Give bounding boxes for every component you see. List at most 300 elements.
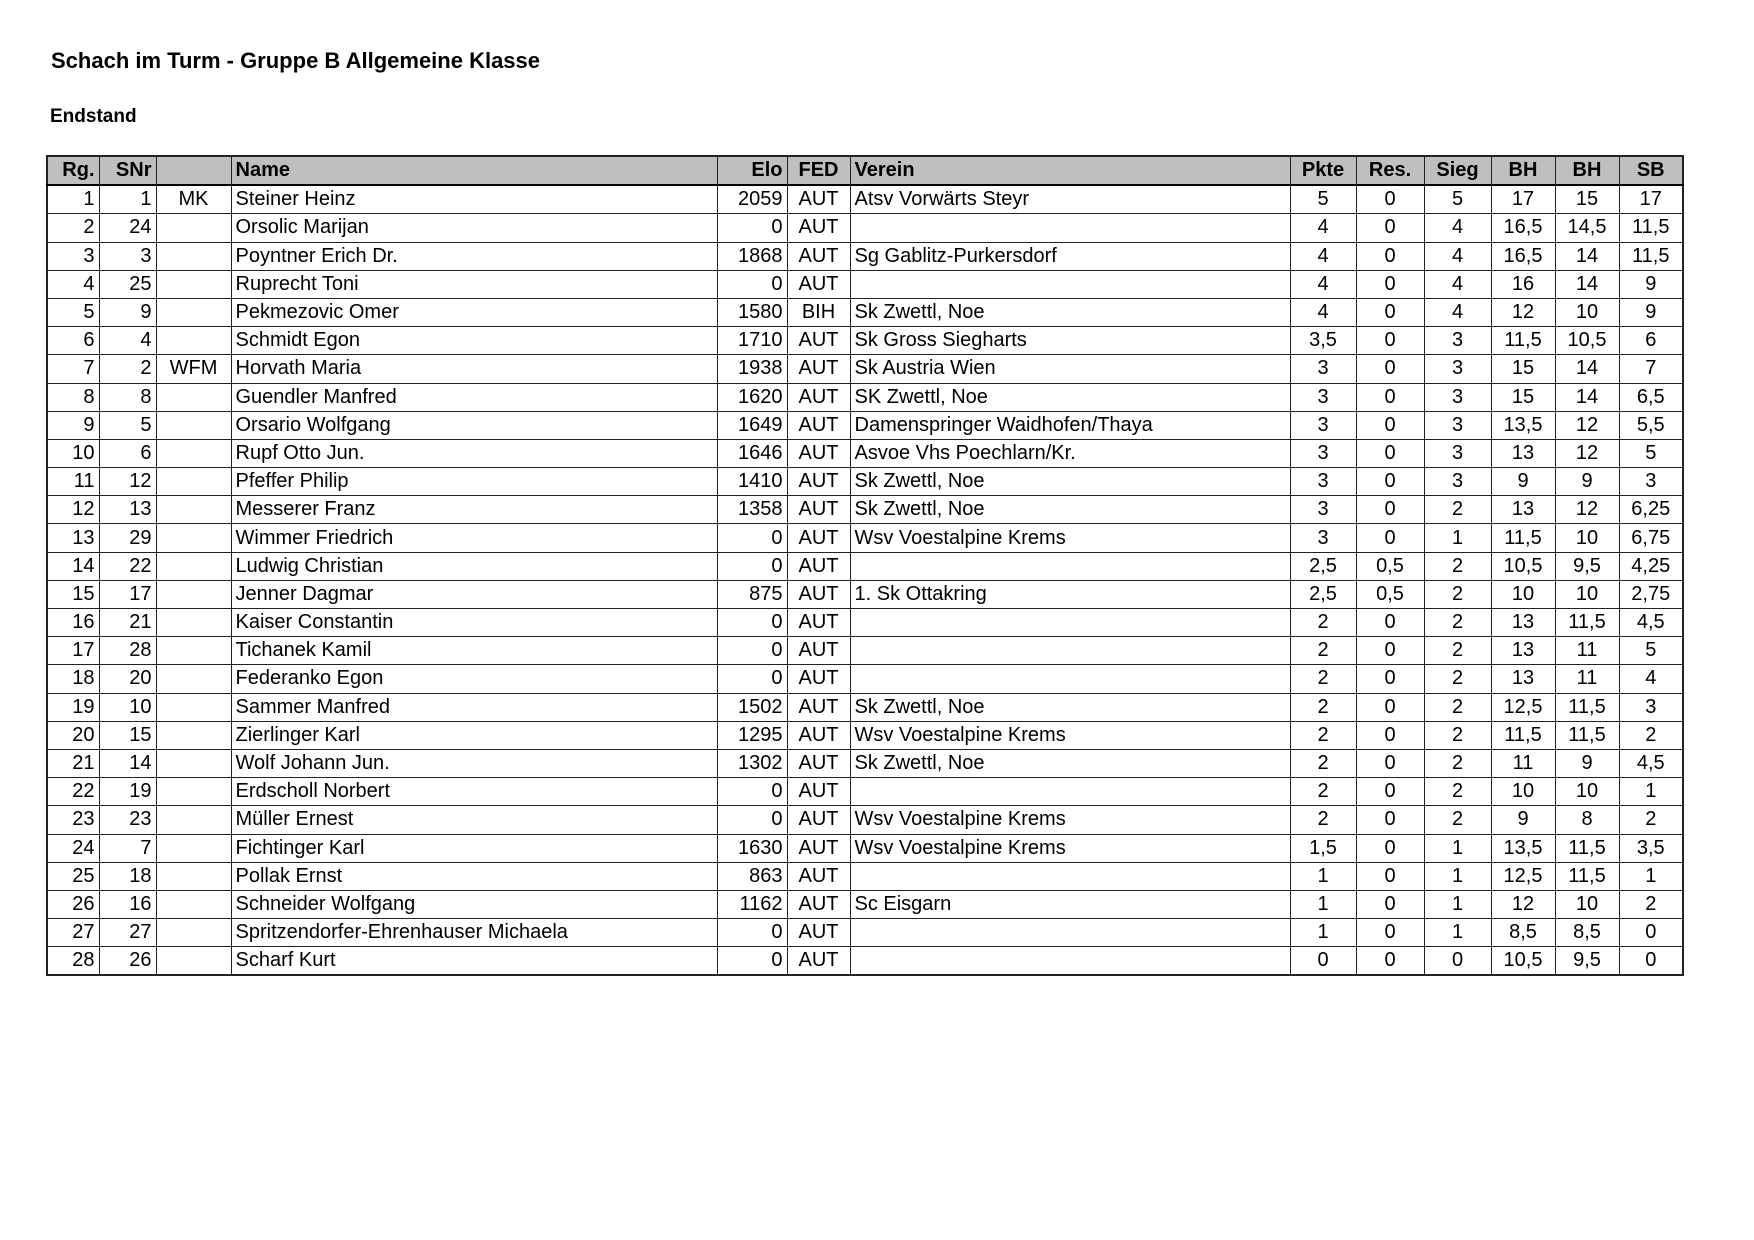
- header-name: Name: [231, 156, 717, 185]
- cell-name: Orsario Wolfgang: [231, 411, 717, 439]
- cell-federation: AUT: [787, 947, 850, 976]
- cell-sonneborn-berger: 6,75: [1619, 524, 1683, 552]
- cell-club: Sk Zwettl, Noe: [850, 496, 1290, 524]
- table-row: [47, 637, 1683, 665]
- cell-title: [156, 270, 231, 298]
- cell-federation: AUT: [787, 270, 850, 298]
- cell-name: Ludwig Christian: [231, 552, 717, 580]
- cell-result: 0: [1356, 214, 1424, 242]
- cell-sonneborn-berger: 5: [1619, 637, 1683, 665]
- cell-federation: AUT: [787, 439, 850, 467]
- cell-buchholz-1: 12,5: [1491, 862, 1555, 890]
- cell-federation: AUT: [787, 749, 850, 777]
- cell-wins: 2: [1424, 580, 1491, 608]
- cell-buchholz-1: 10: [1491, 778, 1555, 806]
- cell-buchholz-1: 11,5: [1491, 721, 1555, 749]
- cell-start-number: 2: [99, 355, 156, 383]
- cell-wins: 3: [1424, 439, 1491, 467]
- cell-elo: 1710: [717, 327, 787, 355]
- cell-start-number: 23: [99, 806, 156, 834]
- cell-club: Sk Zwettl, Noe: [850, 749, 1290, 777]
- cell-points: 4: [1290, 214, 1356, 242]
- cell-sonneborn-berger: 2: [1619, 806, 1683, 834]
- cell-wins: 3: [1424, 383, 1491, 411]
- cell-buchholz-2: 8,5: [1555, 919, 1619, 947]
- cell-elo: 0: [717, 270, 787, 298]
- cell-title: [156, 298, 231, 326]
- cell-wins: 2: [1424, 778, 1491, 806]
- standings-table: [46, 155, 1684, 976]
- cell-name: Tichanek Kamil: [231, 637, 717, 665]
- cell-rank: 6: [47, 327, 99, 355]
- cell-wins: 3: [1424, 411, 1491, 439]
- cell-buchholz-2: 10: [1555, 778, 1619, 806]
- cell-elo: 1410: [717, 468, 787, 496]
- header-elo: Elo: [717, 156, 787, 185]
- cell-name: Poyntner Erich Dr.: [231, 242, 717, 270]
- cell-result: 0: [1356, 890, 1424, 918]
- cell-points: 2: [1290, 665, 1356, 693]
- cell-start-number: 4: [99, 327, 156, 355]
- cell-wins: 3: [1424, 355, 1491, 383]
- cell-name: Horvath Maria: [231, 355, 717, 383]
- table-row: [47, 862, 1683, 890]
- table-row: [47, 721, 1683, 749]
- cell-points: 2: [1290, 637, 1356, 665]
- cell-sonneborn-berger: 3: [1619, 468, 1683, 496]
- cell-sonneborn-berger: 3: [1619, 693, 1683, 721]
- cell-buchholz-1: 13,5: [1491, 411, 1555, 439]
- table-row: [47, 552, 1683, 580]
- cell-club: Wsv Voestalpine Krems: [850, 806, 1290, 834]
- cell-title: [156, 524, 231, 552]
- cell-buchholz-1: 13: [1491, 496, 1555, 524]
- cell-rank: 21: [47, 749, 99, 777]
- cell-sonneborn-berger: 2: [1619, 721, 1683, 749]
- cell-rank: 10: [47, 439, 99, 467]
- cell-buchholz-2: 9,5: [1555, 947, 1619, 976]
- cell-points: 0: [1290, 947, 1356, 976]
- cell-wins: 2: [1424, 496, 1491, 524]
- cell-wins: 1: [1424, 834, 1491, 862]
- cell-rank: 1: [47, 185, 99, 214]
- cell-start-number: 14: [99, 749, 156, 777]
- cell-federation: AUT: [787, 580, 850, 608]
- cell-federation: AUT: [787, 862, 850, 890]
- cell-club: Sk Zwettl, Noe: [850, 298, 1290, 326]
- cell-federation: AUT: [787, 242, 850, 270]
- cell-buchholz-2: 10: [1555, 890, 1619, 918]
- cell-federation: BIH: [787, 298, 850, 326]
- cell-club: Asvoe Vhs Poechlarn/Kr.: [850, 439, 1290, 467]
- cell-elo: 1302: [717, 749, 787, 777]
- cell-result: 0: [1356, 665, 1424, 693]
- cell-name: Federanko Egon: [231, 665, 717, 693]
- cell-club: [850, 919, 1290, 947]
- cell-points: 4: [1290, 270, 1356, 298]
- cell-elo: 0: [717, 637, 787, 665]
- cell-wins: 2: [1424, 721, 1491, 749]
- cell-buchholz-2: 10,5: [1555, 327, 1619, 355]
- cell-wins: 1: [1424, 890, 1491, 918]
- cell-elo: 0: [717, 524, 787, 552]
- cell-name: Kaiser Constantin: [231, 609, 717, 637]
- table-row: [47, 439, 1683, 467]
- cell-club: SK Zwettl, Noe: [850, 383, 1290, 411]
- cell-points: 2: [1290, 778, 1356, 806]
- cell-result: 0: [1356, 355, 1424, 383]
- cell-result: 0: [1356, 862, 1424, 890]
- cell-buchholz-1: 13: [1491, 439, 1555, 467]
- cell-elo: 1868: [717, 242, 787, 270]
- cell-sonneborn-berger: 5: [1619, 439, 1683, 467]
- cell-name: Pfeffer Philip: [231, 468, 717, 496]
- cell-title: [156, 327, 231, 355]
- cell-name: Guendler Manfred: [231, 383, 717, 411]
- cell-elo: 1162: [717, 890, 787, 918]
- cell-wins: 3: [1424, 468, 1491, 496]
- cell-buchholz-1: 16,5: [1491, 242, 1555, 270]
- header-club: Verein: [850, 156, 1290, 185]
- cell-sonneborn-berger: 4: [1619, 665, 1683, 693]
- cell-federation: AUT: [787, 185, 850, 214]
- cell-buchholz-2: 12: [1555, 439, 1619, 467]
- cell-buchholz-2: 14,5: [1555, 214, 1619, 242]
- cell-buchholz-2: 11,5: [1555, 834, 1619, 862]
- cell-title: [156, 778, 231, 806]
- header-federation: FED: [787, 156, 850, 185]
- cell-points: 1: [1290, 919, 1356, 947]
- cell-sonneborn-berger: 11,5: [1619, 214, 1683, 242]
- cell-elo: 1649: [717, 411, 787, 439]
- cell-result: 0: [1356, 185, 1424, 214]
- cell-rank: 27: [47, 919, 99, 947]
- cell-sonneborn-berger: 17: [1619, 185, 1683, 214]
- cell-club: Sc Eisgarn: [850, 890, 1290, 918]
- cell-wins: 1: [1424, 862, 1491, 890]
- cell-club: [850, 778, 1290, 806]
- cell-elo: 1580: [717, 298, 787, 326]
- cell-rank: 14: [47, 552, 99, 580]
- cell-wins: 4: [1424, 214, 1491, 242]
- cell-buchholz-2: 11,5: [1555, 609, 1619, 637]
- cell-rank: 17: [47, 637, 99, 665]
- cell-start-number: 29: [99, 524, 156, 552]
- cell-rank: 16: [47, 609, 99, 637]
- cell-sonneborn-berger: 4,25: [1619, 552, 1683, 580]
- cell-start-number: 15: [99, 721, 156, 749]
- cell-points: 1,5: [1290, 834, 1356, 862]
- cell-federation: AUT: [787, 327, 850, 355]
- cell-name: Wimmer Friedrich: [231, 524, 717, 552]
- cell-result: 0: [1356, 270, 1424, 298]
- cell-federation: AUT: [787, 890, 850, 918]
- cell-name: Schneider Wolfgang: [231, 890, 717, 918]
- document-subtitle: Endstand: [50, 106, 137, 127]
- table-row: [47, 749, 1683, 777]
- table-row: [47, 411, 1683, 439]
- cell-buchholz-2: 11,5: [1555, 721, 1619, 749]
- table-row: [47, 185, 1683, 214]
- cell-title: [156, 609, 231, 637]
- cell-elo: 1646: [717, 439, 787, 467]
- table-row: [47, 693, 1683, 721]
- cell-buchholz-2: 12: [1555, 496, 1619, 524]
- cell-points: 2: [1290, 609, 1356, 637]
- cell-points: 3: [1290, 468, 1356, 496]
- cell-buchholz-1: 9: [1491, 468, 1555, 496]
- cell-federation: AUT: [787, 806, 850, 834]
- cell-buchholz-2: 12: [1555, 411, 1619, 439]
- cell-title: [156, 749, 231, 777]
- cell-name: Scharf Kurt: [231, 947, 717, 976]
- cell-rank: 13: [47, 524, 99, 552]
- cell-start-number: 20: [99, 665, 156, 693]
- cell-buchholz-1: 13: [1491, 609, 1555, 637]
- cell-sonneborn-berger: 6,5: [1619, 383, 1683, 411]
- cell-title: [156, 693, 231, 721]
- cell-elo: 0: [717, 665, 787, 693]
- cell-rank: 19: [47, 693, 99, 721]
- cell-buchholz-2: 10: [1555, 524, 1619, 552]
- cell-club: [850, 665, 1290, 693]
- cell-wins: 0: [1424, 947, 1491, 976]
- cell-club: Wsv Voestalpine Krems: [850, 834, 1290, 862]
- cell-buchholz-2: 11,5: [1555, 693, 1619, 721]
- cell-buchholz-2: 9: [1555, 468, 1619, 496]
- cell-elo: 875: [717, 580, 787, 608]
- cell-title: [156, 496, 231, 524]
- cell-start-number: 17: [99, 580, 156, 608]
- cell-wins: 2: [1424, 552, 1491, 580]
- cell-wins: 5: [1424, 185, 1491, 214]
- cell-title: [156, 806, 231, 834]
- cell-buchholz-1: 9: [1491, 806, 1555, 834]
- cell-points: 1: [1290, 862, 1356, 890]
- cell-wins: 2: [1424, 749, 1491, 777]
- cell-start-number: 6: [99, 439, 156, 467]
- cell-rank: 28: [47, 947, 99, 976]
- cell-title: [156, 242, 231, 270]
- cell-rank: 8: [47, 383, 99, 411]
- cell-club: Sk Zwettl, Noe: [850, 693, 1290, 721]
- cell-rank: 24: [47, 834, 99, 862]
- cell-rank: 4: [47, 270, 99, 298]
- cell-start-number: 3: [99, 242, 156, 270]
- cell-buchholz-2: 14: [1555, 270, 1619, 298]
- cell-wins: 1: [1424, 524, 1491, 552]
- cell-rank: 26: [47, 890, 99, 918]
- cell-name: Jenner Dagmar: [231, 580, 717, 608]
- cell-wins: 3: [1424, 327, 1491, 355]
- cell-buchholz-1: 12: [1491, 890, 1555, 918]
- cell-wins: 1: [1424, 919, 1491, 947]
- cell-start-number: 7: [99, 834, 156, 862]
- cell-elo: 0: [717, 214, 787, 242]
- table-row: [47, 890, 1683, 918]
- cell-title: [156, 721, 231, 749]
- cell-result: 0: [1356, 778, 1424, 806]
- table-row: [47, 327, 1683, 355]
- cell-result: 0: [1356, 327, 1424, 355]
- cell-name: Zierlinger Karl: [231, 721, 717, 749]
- cell-rank: 9: [47, 411, 99, 439]
- cell-name: Ruprecht Toni: [231, 270, 717, 298]
- cell-sonneborn-berger: 6: [1619, 327, 1683, 355]
- cell-rank: 2: [47, 214, 99, 242]
- cell-elo: 1502: [717, 693, 787, 721]
- cell-result: 0: [1356, 439, 1424, 467]
- cell-buchholz-1: 10,5: [1491, 947, 1555, 976]
- cell-club: [850, 609, 1290, 637]
- header-wins: Sieg: [1424, 156, 1491, 185]
- cell-elo: 1358: [717, 496, 787, 524]
- cell-sonneborn-berger: 6,25: [1619, 496, 1683, 524]
- header-rank: Rg.: [47, 156, 99, 185]
- cell-title: [156, 665, 231, 693]
- cell-buchholz-1: 11,5: [1491, 327, 1555, 355]
- cell-points: 2: [1290, 721, 1356, 749]
- cell-sonneborn-berger: 7: [1619, 355, 1683, 383]
- cell-points: 3: [1290, 383, 1356, 411]
- header-result: Res.: [1356, 156, 1424, 185]
- cell-title: [156, 411, 231, 439]
- cell-title: [156, 919, 231, 947]
- cell-start-number: 9: [99, 298, 156, 326]
- table-row: [47, 609, 1683, 637]
- cell-name: Erdscholl Norbert: [231, 778, 717, 806]
- table-row: [47, 834, 1683, 862]
- cell-start-number: 13: [99, 496, 156, 524]
- cell-elo: 0: [717, 552, 787, 580]
- cell-federation: AUT: [787, 693, 850, 721]
- cell-name: Steiner Heinz: [231, 185, 717, 214]
- cell-federation: AUT: [787, 411, 850, 439]
- cell-sonneborn-berger: 4,5: [1619, 749, 1683, 777]
- cell-name: Müller Ernest: [231, 806, 717, 834]
- cell-title: [156, 214, 231, 242]
- table-row: [47, 919, 1683, 947]
- cell-start-number: 27: [99, 919, 156, 947]
- cell-elo: 1630: [717, 834, 787, 862]
- table-row: [47, 665, 1683, 693]
- cell-points: 5: [1290, 185, 1356, 214]
- cell-points: 1: [1290, 890, 1356, 918]
- cell-wins: 2: [1424, 665, 1491, 693]
- cell-sonneborn-berger: 3,5: [1619, 834, 1683, 862]
- cell-result: 0,5: [1356, 552, 1424, 580]
- cell-sonneborn-berger: 0: [1619, 947, 1683, 976]
- table-header-row: [47, 156, 1683, 185]
- cell-title: MK: [156, 185, 231, 214]
- cell-rank: 12: [47, 496, 99, 524]
- table-row: [47, 214, 1683, 242]
- cell-name: Pekmezovic Omer: [231, 298, 717, 326]
- cell-rank: 7: [47, 355, 99, 383]
- cell-points: 2,5: [1290, 552, 1356, 580]
- cell-buchholz-1: 10,5: [1491, 552, 1555, 580]
- cell-sonneborn-berger: 5,5: [1619, 411, 1683, 439]
- table-row: [47, 496, 1683, 524]
- cell-result: 0: [1356, 496, 1424, 524]
- cell-title: [156, 947, 231, 976]
- cell-start-number: 1: [99, 185, 156, 214]
- cell-federation: AUT: [787, 524, 850, 552]
- cell-title: WFM: [156, 355, 231, 383]
- cell-buchholz-1: 12,5: [1491, 693, 1555, 721]
- cell-points: 4: [1290, 298, 1356, 326]
- cell-buchholz-2: 14: [1555, 383, 1619, 411]
- cell-name: Wolf Johann Jun.: [231, 749, 717, 777]
- cell-federation: AUT: [787, 778, 850, 806]
- cell-buchholz-2: 14: [1555, 242, 1619, 270]
- cell-federation: AUT: [787, 609, 850, 637]
- cell-result: 0,5: [1356, 580, 1424, 608]
- cell-sonneborn-berger: 1: [1619, 862, 1683, 890]
- cell-federation: AUT: [787, 721, 850, 749]
- cell-result: 0: [1356, 524, 1424, 552]
- cell-result: 0: [1356, 383, 1424, 411]
- cell-sonneborn-berger: 4,5: [1619, 609, 1683, 637]
- cell-elo: 863: [717, 862, 787, 890]
- cell-federation: AUT: [787, 496, 850, 524]
- cell-club: [850, 552, 1290, 580]
- cell-points: 3: [1290, 439, 1356, 467]
- cell-name: Spritzendorfer-Ehrenhauser Michaela: [231, 919, 717, 947]
- cell-federation: AUT: [787, 468, 850, 496]
- cell-buchholz-1: 16: [1491, 270, 1555, 298]
- cell-wins: 4: [1424, 298, 1491, 326]
- cell-sonneborn-berger: 2: [1619, 890, 1683, 918]
- cell-points: 3: [1290, 496, 1356, 524]
- cell-elo: 0: [717, 947, 787, 976]
- cell-wins: 2: [1424, 637, 1491, 665]
- cell-elo: 1295: [717, 721, 787, 749]
- table-row: [47, 468, 1683, 496]
- cell-rank: 3: [47, 242, 99, 270]
- cell-buchholz-1: 13: [1491, 665, 1555, 693]
- cell-points: 2,5: [1290, 580, 1356, 608]
- cell-rank: 20: [47, 721, 99, 749]
- cell-sonneborn-berger: 2,75: [1619, 580, 1683, 608]
- cell-title: [156, 468, 231, 496]
- cell-buchholz-1: 8,5: [1491, 919, 1555, 947]
- cell-result: 0: [1356, 609, 1424, 637]
- cell-buchholz-1: 13,5: [1491, 834, 1555, 862]
- cell-buchholz-1: 17: [1491, 185, 1555, 214]
- cell-name: Rupf Otto Jun.: [231, 439, 717, 467]
- cell-start-number: 8: [99, 383, 156, 411]
- cell-buchholz-1: 12: [1491, 298, 1555, 326]
- table-row: [47, 947, 1683, 976]
- cell-buchholz-2: 8: [1555, 806, 1619, 834]
- header-start-number: SNr: [99, 156, 156, 185]
- table-row: [47, 270, 1683, 298]
- cell-rank: 25: [47, 862, 99, 890]
- cell-wins: 2: [1424, 609, 1491, 637]
- cell-elo: 0: [717, 778, 787, 806]
- cell-buchholz-1: 11: [1491, 749, 1555, 777]
- cell-start-number: 12: [99, 468, 156, 496]
- table-row: [47, 806, 1683, 834]
- cell-name: Messerer Franz: [231, 496, 717, 524]
- cell-federation: AUT: [787, 552, 850, 580]
- cell-club: [850, 214, 1290, 242]
- cell-federation: AUT: [787, 834, 850, 862]
- cell-start-number: 5: [99, 411, 156, 439]
- header-title: [156, 156, 231, 185]
- cell-result: 0: [1356, 749, 1424, 777]
